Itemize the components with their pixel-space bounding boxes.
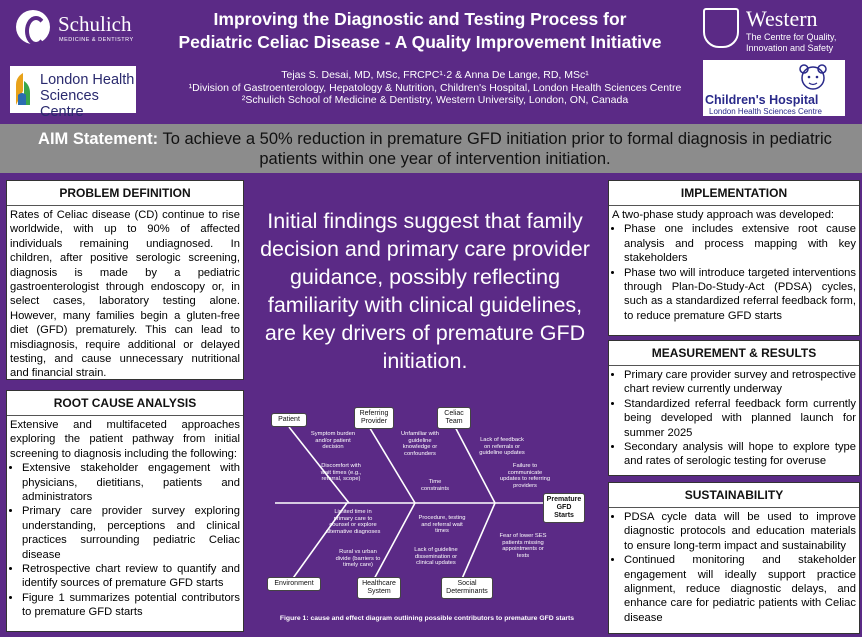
list-item: • Standardized referral feedback form currently being developed with planned launch for summer 2025 <box>624 397 856 440</box>
poster-title <box>150 8 690 54</box>
authors-block <box>150 69 720 107</box>
measurement-heading: MEASUREMENT & RESULTS <box>609 341 859 366</box>
root-cause-intro: Extensive and multifaceted approaches exploring the patient pathway from initial screening to diagnosis including the following: <box>10 419 240 460</box>
root-cause-box <box>6 390 244 632</box>
implementation-box <box>608 180 860 336</box>
sustainability-box <box>608 482 860 634</box>
lhsc-line1: London Health <box>40 72 135 88</box>
chh-line2: London Health Sciences Centre <box>709 107 822 116</box>
western-logo <box>703 6 855 56</box>
list-item: • Phase one includes extensive root cause analysis and process mapping with key stakeholders <box>624 222 856 265</box>
affiliation-1: ¹Division of Gastroenterology, Hepatology & Nutrition, Children's Hospital, London Health Sciences Centre <box>188 81 682 94</box>
sustainability-heading: SUSTAINABILITY <box>609 483 859 508</box>
lhsc-logo-text <box>40 72 136 120</box>
cause-text: Discomfort with wait times (e.g., referral, scope) <box>320 463 362 483</box>
root-cause-heading: ROOT CAUSE ANALYSIS <box>7 391 243 416</box>
western-logo-name: Western <box>746 6 818 31</box>
aim-label: AIM Statement: <box>38 130 159 148</box>
schulich-logo-name: Schulich <box>58 12 132 36</box>
problem-definition-box <box>6 180 244 380</box>
childrens-hospital-logo <box>703 60 845 116</box>
schulich-logo-subtitle: MEDICINE & DENTISTRY <box>59 37 134 43</box>
aim-statement <box>30 129 840 169</box>
diagram-label-healthcare-system: Healthcare System <box>357 577 401 599</box>
diagram-label-social-determinants: Social Determinants <box>441 577 493 599</box>
list-item: • PDSA cycle data will be used to improve diagnostic protocols and education materials to ensure long-term impact and sustainability <box>624 510 856 553</box>
affiliation-2: ²Schulich School of Medicine & Dentistry, Western University, London, ON, Canada <box>241 94 629 106</box>
implementation-intro: A two-phase study approach was developed: <box>612 209 835 221</box>
list-item: • Primary care provider survey and retrospective chart review currently underway <box>624 368 856 397</box>
cause-text: Failure to communicate updates to referring providers <box>499 463 551 489</box>
cause-text: Unfamiliar with guideline knowledge or confounders <box>400 431 439 457</box>
implementation-list <box>612 222 856 323</box>
aim-text: To achieve a 50% reduction in premature GFD initiation prior to formal diagnosis in pediatric patients within one year of intervention initiation. <box>162 130 832 168</box>
cause-text: Procedure, testing and referral wait times <box>418 515 466 535</box>
measurement-list <box>612 368 856 469</box>
chh-line1: Children's Hospital <box>705 93 819 107</box>
authors: Tejas S. Desai, MD, MSc, FRCPC¹·2 & Anna De Lange, RD, MSc¹ <box>281 69 589 81</box>
implementation-heading: IMPLEMENTATION <box>609 181 859 206</box>
list-item: • Primary care provider survey exploring understanding, perceptions and clinical practices surrounding pediatric Celiac disease <box>22 504 240 562</box>
sustainability-body <box>612 510 856 625</box>
diagram-label-patient: Patient <box>271 413 307 427</box>
problem-definition-text: Rates of Celiac disease (CD) continue to rise worldwide, with up to 90% of affected individuals remaining undiagnosed. In children, after positive serologic screening, diagnosis is made by a pediatric gastroenterologist through endoscopy or, in select cases, laboratory testing alone. However, many families begin a gluten-free diet (GFD) prematurely. This can lead to misdiagnosis, require additional or delayed testing, and cause unnecessary nutritional and financial strain. <box>10 209 240 380</box>
poster-header <box>0 0 862 124</box>
aim-statement-bar <box>0 124 862 173</box>
measurement-results-box <box>608 340 860 476</box>
cause-text: Symptom burden and/or patient decision <box>310 431 356 451</box>
cause-text: Lack of guideline dissemination or clinical updates <box>414 547 458 567</box>
schulich-emblem-icon <box>16 10 50 44</box>
diagram-label-referring-provider: Referring Provider <box>354 407 394 429</box>
list-item: • Figure 1 summarizes potential contributors to premature GFD starts <box>22 591 240 620</box>
list-item: • Continued monitoring and stakeholder engagement will ideally support practice alignment, reduce diagnostic delays, and enhance care for pediatric patients with Celiac disease <box>624 553 856 625</box>
problem-definition-heading: PROBLEM DEFINITION <box>7 181 243 206</box>
list-item: • Retrospective chart review to quantify and identify sources of premature GFD starts <box>22 562 240 591</box>
lhsc-line2: Sciences Centre <box>40 88 99 120</box>
cause-text: Rural vs urban divide (barriers to timely care) <box>335 549 381 569</box>
sustainability-list <box>612 510 856 625</box>
measurement-body <box>612 368 856 469</box>
schulich-logo <box>14 8 154 52</box>
root-cause-body <box>10 418 240 620</box>
figure-caption: Figure 1: cause and effect diagram outlining possible contributors to premature GFD starts <box>279 615 575 622</box>
western-sub-line2: Innovation and Safety <box>746 42 834 53</box>
bear-mascot-icon <box>791 62 835 94</box>
cause-text: Time constraints <box>420 479 450 492</box>
western-shield-icon <box>703 8 739 48</box>
diagram-label-celiac-team: Celiac Team <box>437 407 471 429</box>
western-logo-subtitle <box>746 32 836 53</box>
key-findings-text: Initial findings suggest that family decision and primary care provider guidance, possibly reflecting familiarity with clinical guidelines, are key drivers of premature GFD initiation. <box>260 209 590 373</box>
list-item: • Secondary analysis will hope to explore type and rates of serologic testing for overuse <box>624 440 856 469</box>
lhsc-emblem-icon <box>12 71 34 107</box>
title-line2: Pediatric Celiac Disease - A Quality Improvement Initiative <box>178 32 662 52</box>
cause-text: Fear of lower SES patients missing appointments or tests <box>499 533 547 559</box>
root-cause-list <box>10 461 240 619</box>
lhsc-logo <box>10 66 136 120</box>
list-item: • Extensive stakeholder engagement with physicians, dietitians, patients and administrators <box>22 461 240 504</box>
western-sub-line1: The Centre for Quality, <box>746 32 837 42</box>
implementation-body <box>612 208 856 323</box>
list-item: • Phase two will introduce targeted interventions through Plan-Do-Study-Act (PDSA) cycles, such as a standardized referral feedback form, to reduce premature GFD starts <box>624 266 856 324</box>
fishbone-diagram <box>265 405 583 627</box>
cause-text: Limited time in primary care to counsel or explore alternative diagnoses <box>325 509 381 535</box>
cause-text: Lack of feedback on referrals or guideline updates <box>479 437 525 457</box>
diagram-label-environment: Environment <box>267 577 321 591</box>
diagram-label-premature-gfd: Premature GFD Starts <box>543 493 585 523</box>
title-line1: Improving the Diagnostic and Testing Process for <box>213 9 627 29</box>
